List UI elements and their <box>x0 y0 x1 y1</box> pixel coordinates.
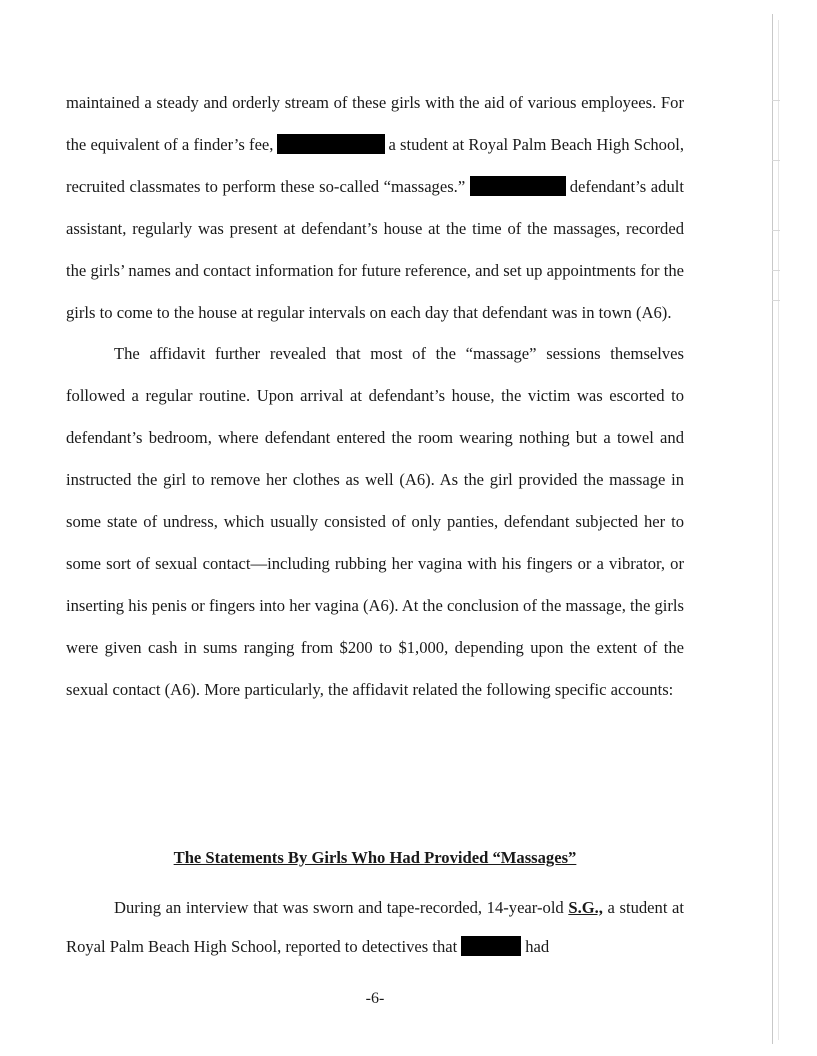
paragraph-1 <box>66 82 684 333</box>
victim-initials: S.G., <box>568 898 603 917</box>
redaction-block <box>461 936 521 956</box>
paragraph-3 <box>66 888 684 966</box>
margin-rule-secondary <box>778 20 779 1040</box>
redaction-block <box>470 176 566 196</box>
paragraph-3-part-c: had <box>525 937 550 956</box>
margin-tick <box>772 270 780 271</box>
paragraph-1-part-b: a student at Royal Palm Beach High School, recruited classmates to perform these so-called “massages.” <box>66 134 684 196</box>
paragraph-1-part-a: maintained a steady and orderly stream of these girls with the aid of various employees. For the equivalent of a finder’s fee, <box>66 93 684 154</box>
margin-rule <box>772 14 773 1044</box>
paragraph-3-part-b: a student at Royal Palm Beach High School, reported to detectives that <box>66 898 685 956</box>
paragraph-1-part-c: defendant’s adult assistant, regularly was present at defendant’s house at the time of the massages, recorded the girls’ names and contact information for future reference, and set up appointments for the girls to come to the house at regular intervals on each day that defendant was in town (A6). <box>66 176 684 322</box>
margin-tick <box>772 100 780 101</box>
paragraph-2: The affidavit further revealed that most of the “massage” sessions themselves followed a regular routine. Upon arrival at defendant’s house, the victim was escorted to defendant’s bedroom, where defendant entered the room wearing nothing but a towel and instructed the girl to remove her clothes as well (A6). As the girl provided the massage in some state of undress, which usually consisted of only panties, defendant subjected her to some sort of sexual contact—including rubbing her vagina with his fingers or a vibrator, or inserting his penis or fingers into her vagina (A6). At the conclusion of the massage, the girls were given cash in sums ranging from $200 to $1,000, depending upon the extent of the sexual contact (A6). More particularly, the affidavit related the following specific accounts: <box>66 344 684 699</box>
margin-tick <box>772 160 780 161</box>
page-number: -6- <box>365 990 385 1007</box>
margin-tick <box>772 300 780 301</box>
section-heading: The Statements By Girls Who Had Provided “Massages” <box>173 848 577 867</box>
paragraph-3-part-a: During an interview that was sworn and tape-recorded, 14-year-old <box>114 898 564 917</box>
redaction-block <box>277 134 385 154</box>
body-text <box>66 82 684 711</box>
margin-tick <box>772 230 780 231</box>
